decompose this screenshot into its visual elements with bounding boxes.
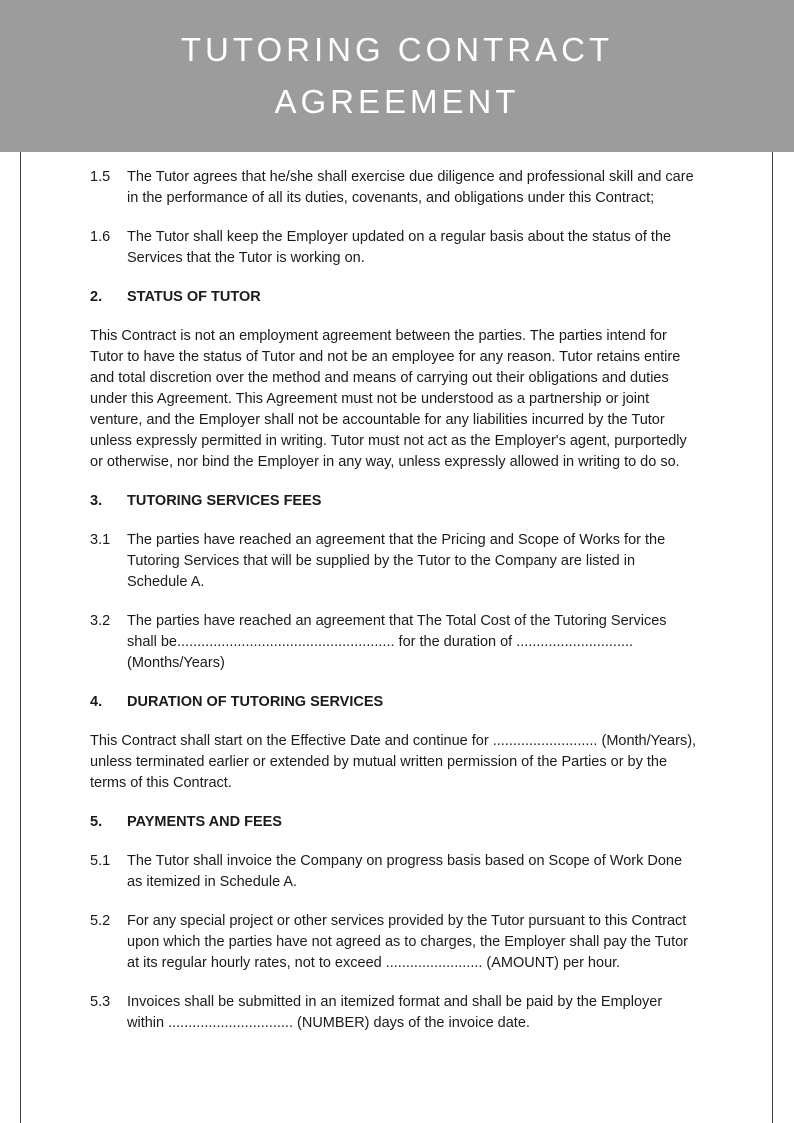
clause-text: The parties have reached an agreement that the Pricing and Scope of Works for the Tutoring Services that will be supplied by the Tutor to the Company are listed in Schedule A.: [127, 532, 666, 590]
section-heading-text: DURATION OF TUTORING SERVICES: [127, 694, 384, 710]
section-heading: [90, 812, 697, 833]
clause: [90, 167, 697, 209]
section-heading-text: TUTORING SERVICES FEES: [127, 493, 322, 509]
paragraph: This Contract is not an employment agreement between the parties. The parties intend for Tutor to have the status of Tutor and not be an employee for any reason. Tutor retains entire and total discretion over the method and means of carrying out their obligations and duties under this Agreement. This Agreement must not be understood as a partnership or joint venture, and the Employer shall not be accountable for any liabilities incurred by the Tutor unless expressly permitted in writing. Tutor must not act as the Employer's agent, purportedly or otherwise, nor bind the Employer in any way, unless expressly allowed in writing to do so.: [90, 328, 687, 470]
clause-text: Invoices shall be submitted in an itemized format and shall be paid by the Employer within ............................... (NUMBER) days of the invoice date.: [127, 994, 663, 1031]
clause: [90, 851, 697, 893]
clause: [90, 227, 697, 269]
clause: [90, 992, 697, 1034]
document-header-banner: [0, 0, 794, 152]
clause-number: 5.3: [90, 994, 111, 1010]
section-number: 3.: [90, 493, 103, 509]
section-heading: [90, 692, 697, 713]
clause-text: The Tutor shall invoice the Company on progress basis based on Scope of Work Done as itemized in Schedule A.: [127, 853, 683, 890]
clause: [90, 530, 697, 593]
clause-number: 5.1: [90, 853, 111, 869]
section-heading: [90, 491, 697, 512]
document-title-line-1: TUTORING CONTRACT: [180, 31, 614, 68]
clause-number: 3.2: [90, 613, 111, 629]
clause-text: The Tutor shall keep the Employer updated on a regular basis about the status of the Services that the Tutor is working on.: [127, 229, 672, 266]
section-number: 2.: [90, 289, 103, 305]
clause-number: 1.6: [90, 229, 111, 245]
clause-text: The Tutor agrees that he/she shall exercise due diligence and professional skill and care in the performance of all its duties, covenants, and obligations under this Contract;: [127, 169, 694, 206]
clause: [90, 611, 697, 674]
section-number: 5.: [90, 814, 103, 830]
section-number: 4.: [90, 694, 103, 710]
clause-number: 1.5: [90, 169, 111, 185]
clause-text: The parties have reached an agreement that The Total Cost of the Tutoring Services shall be...................................................... for the duration of ............................. (Months/Years): [127, 613, 667, 671]
section-heading-text: PAYMENTS AND FEES: [127, 814, 282, 830]
section-heading-text: STATUS OF TUTOR: [127, 289, 261, 305]
document-blocks: [21, 152, 772, 1034]
clause-number: 3.1: [90, 532, 111, 548]
clause-number: 5.2: [90, 913, 111, 929]
clause-text: For any special project or other services provided by the Tutor pursuant to this Contract upon which the parties have not agreed as to charges, the Employer shall pay the Tutor at its regular hourly rates, not to exceed ........................ (AMOUNT) per hour.: [127, 913, 689, 971]
paragraph: This Contract shall start on the Effective Date and continue for .......................... (Month/Years), unless terminated earlier or extended by mutual written permission of the Parties or by the terms of this Contract.: [90, 733, 697, 791]
section-heading: [90, 287, 697, 308]
document-page: [20, 152, 773, 1123]
document-title-line-2: AGREEMENT: [274, 83, 520, 120]
clause: [90, 911, 697, 974]
